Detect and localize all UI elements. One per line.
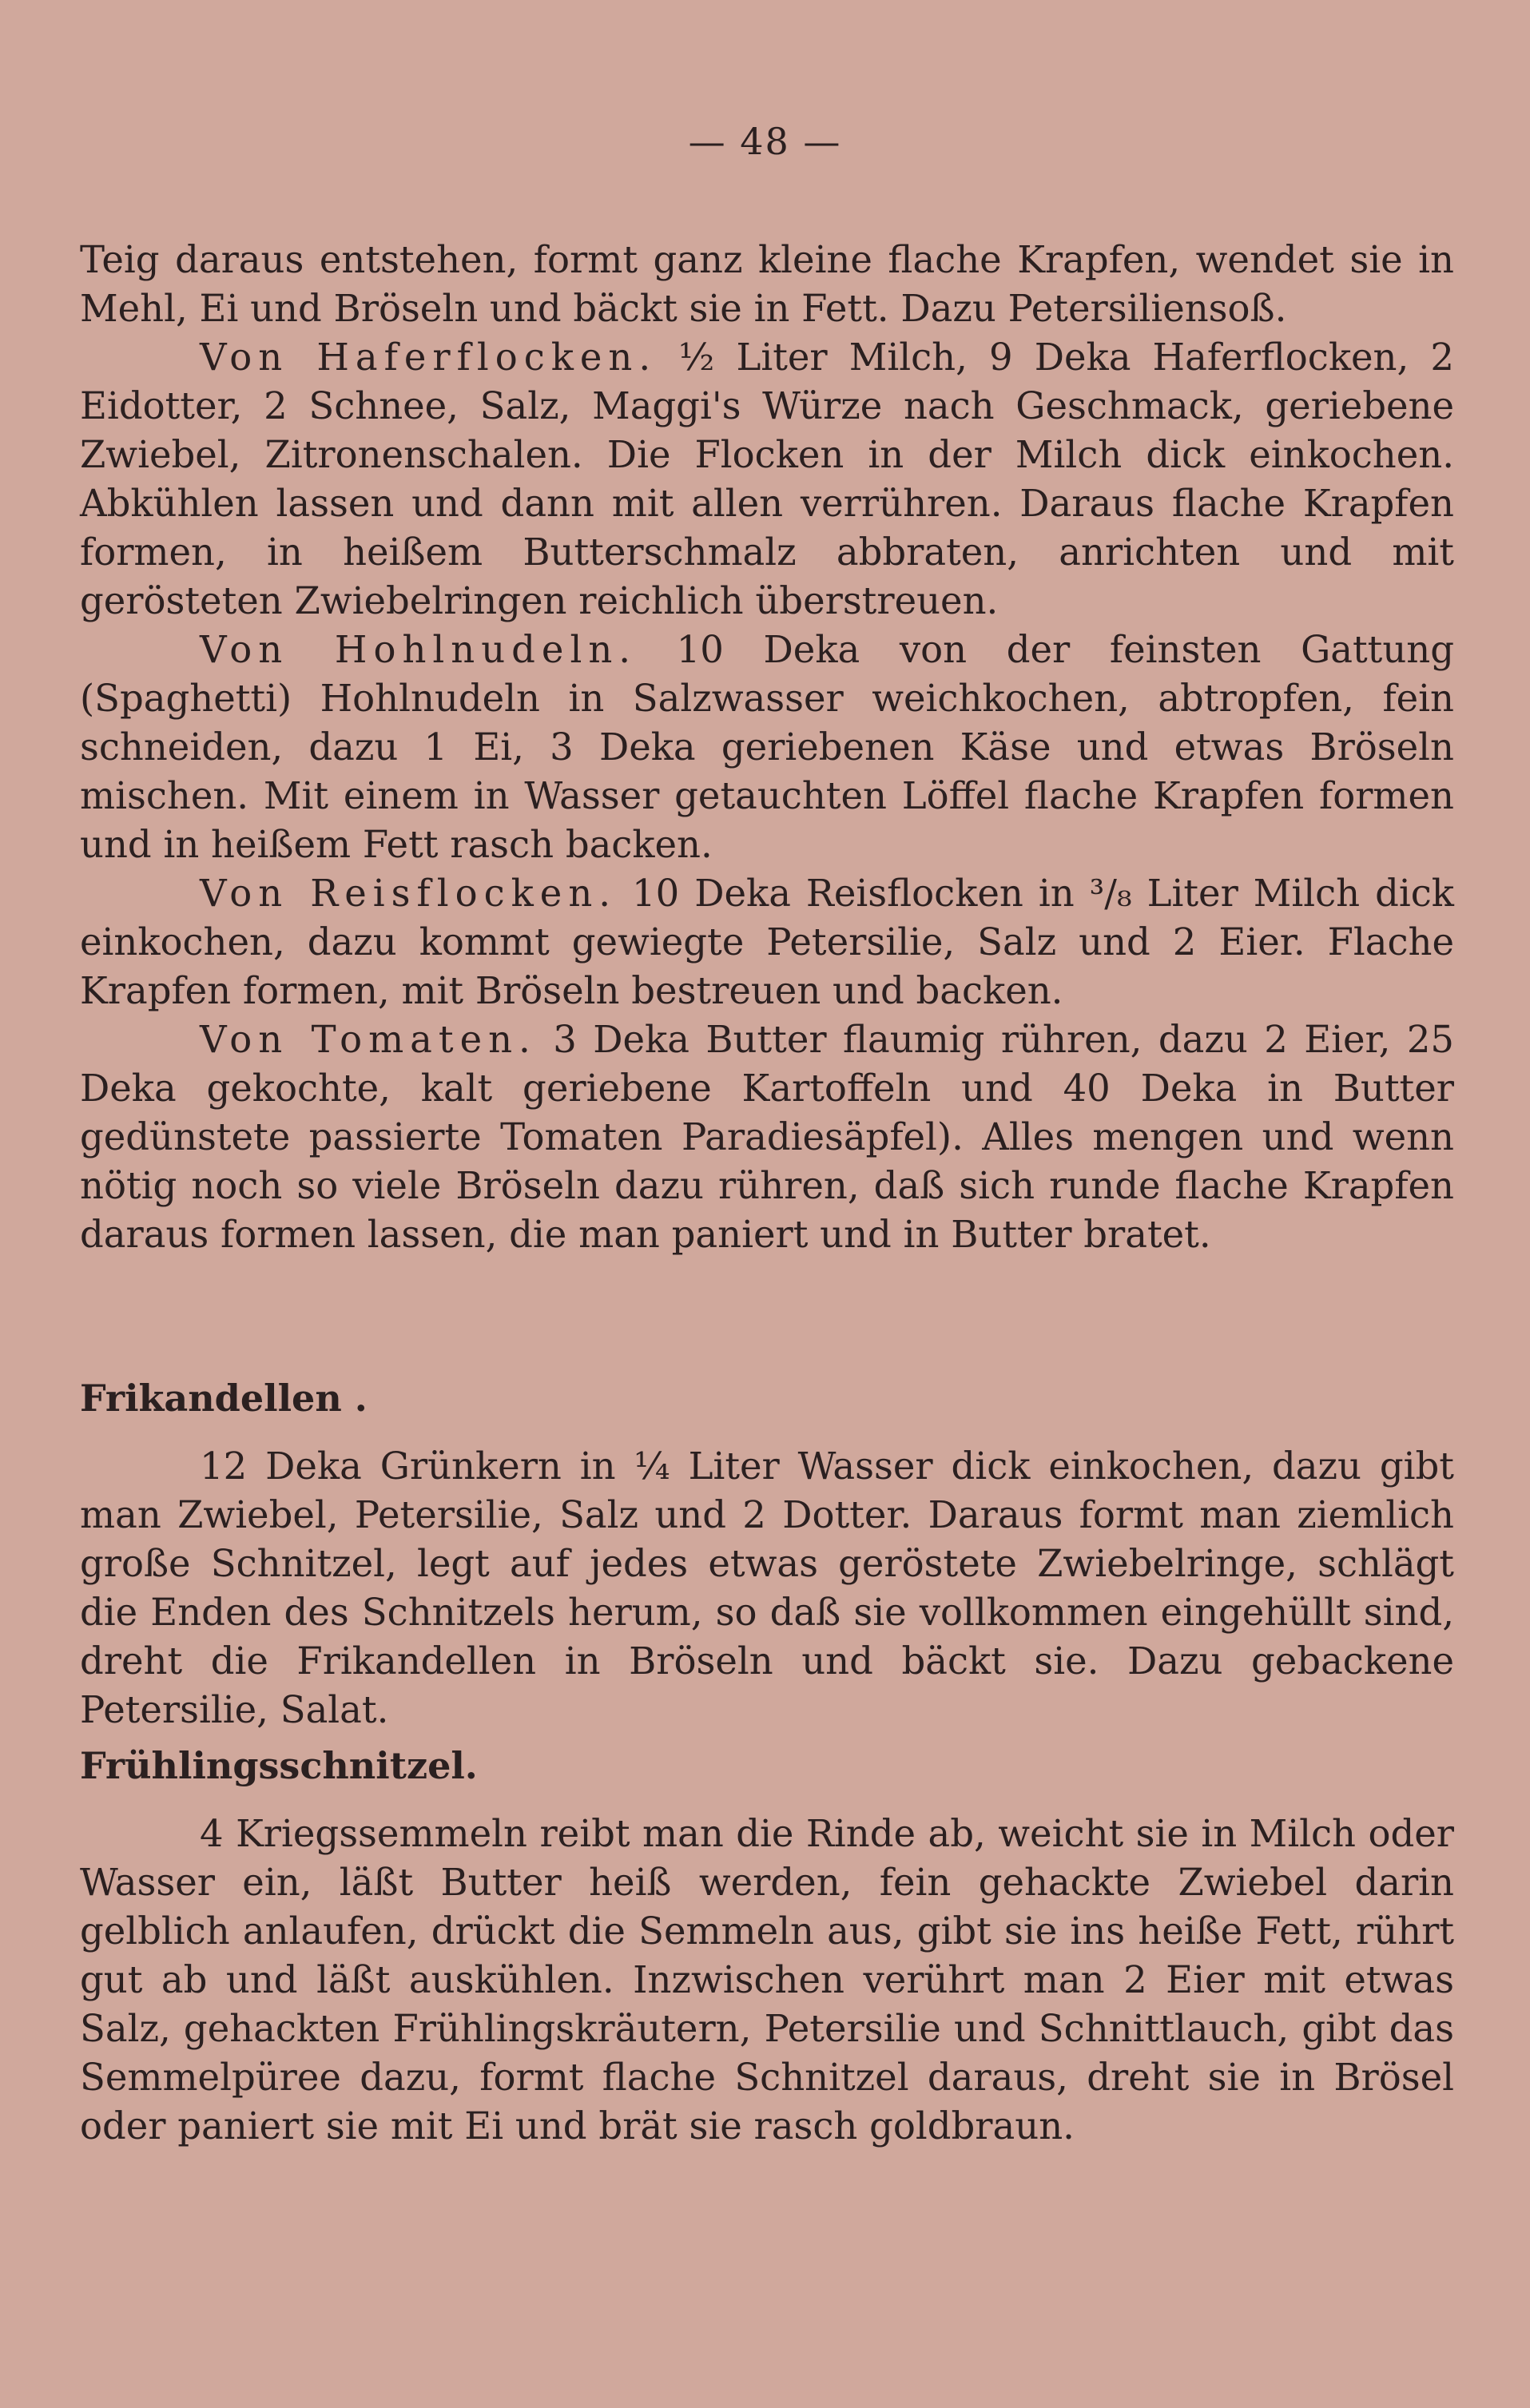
frikandellen-heading: Frikandellen . — [80, 1377, 368, 1420]
recipe-text: 10 Deka von der feinsten Gattung (Spaghetti) Hohlnudeln in Salzwasser weichkochen, abtropfen, fein schneiden, dazu 1 Ei, 3 Deka geriebenen Käse und etwas Bröseln mischen. Mit einem in Wasser getauchten Löffel flache Krapfen formen und in heißem Fett rasch backen. — [80, 628, 1455, 866]
recipe-hohlnudeln — [80, 626, 1454, 869]
recipe-haferflocken — [80, 333, 1454, 626]
recipe-text: 10 Deka Reisflocken in ³/₈ Liter Milch dick einkochen, dazu kommt gewiegte Petersilie, Salz und 2 Eier. Flache Krapfen formen, mit Bröseln bestreuen und backen. — [80, 872, 1454, 1012]
recipe-reisflocken — [80, 869, 1454, 1015]
recipe-title: Von Tomaten. — [200, 1018, 537, 1061]
recipe-title: Von Haferflocken. — [200, 336, 658, 379]
frikandellen-text: 12 Deka Grünkern in ¼ Liter Wasser dick einkochen, dazu gibt man Zwiebel, Petersilie, Salz und 2 Dotter. Daraus formt man ziemlich große Schnitzel, legt auf jedes etwas geröstete Zwiebelringe, schlägt die Enden des Schnitzels herum, so daß sie vollkommen eingehüllt sind, dreht die Frikandellen in Bröseln und bäckt sie. Dazu gebackene Petersilie, Salat. — [80, 1444, 1454, 1731]
recipe-text: ½ Liter Milch, 9 Deka Haferflocken, 2 Eidotter, 2 Schnee, Salz, Maggi's Würze nach Geschmack, geriebene Zwiebel, Zitronenschalen. Die Flocken in der Milch dick einkochen. Abkühlen lassen und dann mit allen verrühren. Daraus flache Krapfen formen, in heißem Butterschmalz abbraten, anrichten und mit gerösteten Zwiebelringen reichlich überstreuen. — [80, 336, 1454, 622]
recipe-text: 3 Deka Butter flaumig rühren, dazu 2 Eier, 25 Deka gekochte, kalt geriebene Kartoffeln und 40 Deka in Butter gedünstete passierte Tomaten Paradiesäpfel). Alles mengen und wenn nötig noch so viele Bröseln dazu rühren, daß sich runde flache Krapfen daraus formen lassen, die man paniert und in Butter bratet. — [80, 1018, 1455, 1256]
intro-and-krapfen-section — [80, 236, 1454, 1259]
recipe-title: Von Hohlnudeln. — [200, 628, 638, 671]
fruehlingsschnitzel-section — [80, 1810, 1454, 2151]
page-number: — 48 — — [688, 120, 842, 163]
frikandellen-section — [80, 1442, 1454, 1734]
recipe-title: Von Reisflocken. — [200, 872, 618, 915]
recipe-tomaten — [80, 1015, 1454, 1259]
fruehlingsschnitzel-heading: Frühlingsschnitzel. — [80, 1744, 478, 1787]
fruehlingsschnitzel-text: 4 Kriegssemmeln reibt man die Rinde ab, weicht sie in Milch oder Wasser ein, läßt Butter heiß werden, fein gehackte Zwiebel darin gelblich anlaufen, drückt die Semmeln aus, gibt sie ins heiße Fett, rührt gut ab und läßt auskühlen. Inzwischen verührt man 2 Eier mit etwas Salz, gehackten Frühlingskräutern, Petersilie und Schnittlauch, gibt das Semmelpüree dazu, formt flache Schnitzel daraus, dreht sie in Brösel oder paniert sie mit Ei und brät sie rasch goldbraun. — [80, 1812, 1454, 2148]
intro-paragraph: Teig daraus entstehen, formt ganz kleine flache Krapfen, wendet sie in Mehl, Ei und Bröseln und bäckt sie in Fett. Dazu Petersiliensoß. — [80, 238, 1454, 330]
